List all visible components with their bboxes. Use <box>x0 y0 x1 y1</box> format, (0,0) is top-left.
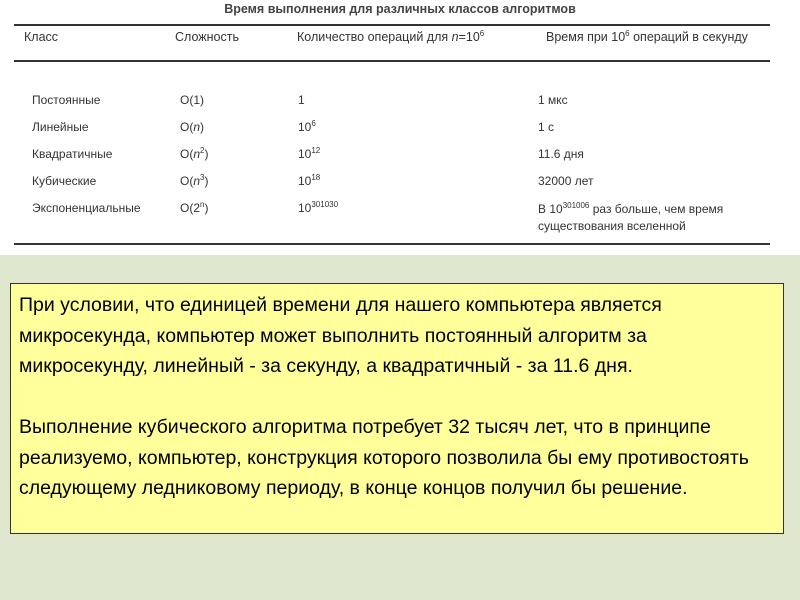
table-header-rule <box>14 60 770 62</box>
row-ops: $10^{12}$ <box>298 146 321 161</box>
paragraph-2: Выполнение кубического алгоритма потребует 32 тысяч лет, что в принципе реализуемо, компьютер, конструкция которого позволила бы ему противостоять следующему ледниковому периоду, в конце концов получил бы решение. <box>19 416 749 499</box>
row-class: Линейные <box>32 120 89 134</box>
header-class: Класс <box>24 30 59 44</box>
row-ops: 1 <box>298 93 305 107</box>
row-class: Экспоненциальные <box>32 201 141 215</box>
table-top-rule <box>14 24 770 26</box>
row-complexity: O(n) <box>180 120 205 134</box>
header-ops: Количество операций для $n=10^6$ <box>297 28 485 44</box>
header-complexity: Сложность <box>175 30 239 44</box>
row-ops: $10^{18}$ <box>298 173 321 188</box>
row-complexity: O(2$^n$) <box>180 200 209 215</box>
row-ops: $10^{301030}$ <box>298 200 339 215</box>
row-time: 1 мкс <box>538 93 568 107</box>
row-time: 11.6 дня <box>538 147 584 161</box>
row-time: 32000 лет <box>538 174 594 188</box>
row-complexity: O(1) <box>180 93 205 107</box>
row-time-note: В $10^{301006}$ раз больше, чем время существования вселенной <box>538 201 724 233</box>
paragraph-gap <box>19 382 775 413</box>
row-complexity: $O(n^2)$ <box>180 146 209 161</box>
row-time: 1 с <box>538 120 555 134</box>
row-class: Квадратичные <box>32 147 113 161</box>
paragraph-1: При условии, что единицей времени для нашего компьютера является микросекунда, компьютер может выполнить постоянный алгоритм за микросекунду, линейный - за секунду, а квадратичный - за 11.6 дня. <box>19 294 662 377</box>
algorithm-time-table <box>0 0 800 255</box>
explanation-textbox <box>10 283 784 534</box>
table-bottom-rule <box>14 243 770 245</box>
row-ops: $10^6$ <box>298 119 316 134</box>
row-complexity: $O(n^3)$ <box>180 173 209 188</box>
row-class: Постоянные <box>32 93 101 107</box>
table-title: Время выполнения для различных классов алгоритмов <box>224 2 576 16</box>
header-time: Время при $10^6$ операций в секунду <box>546 28 748 44</box>
row-class: Кубические <box>32 174 97 188</box>
